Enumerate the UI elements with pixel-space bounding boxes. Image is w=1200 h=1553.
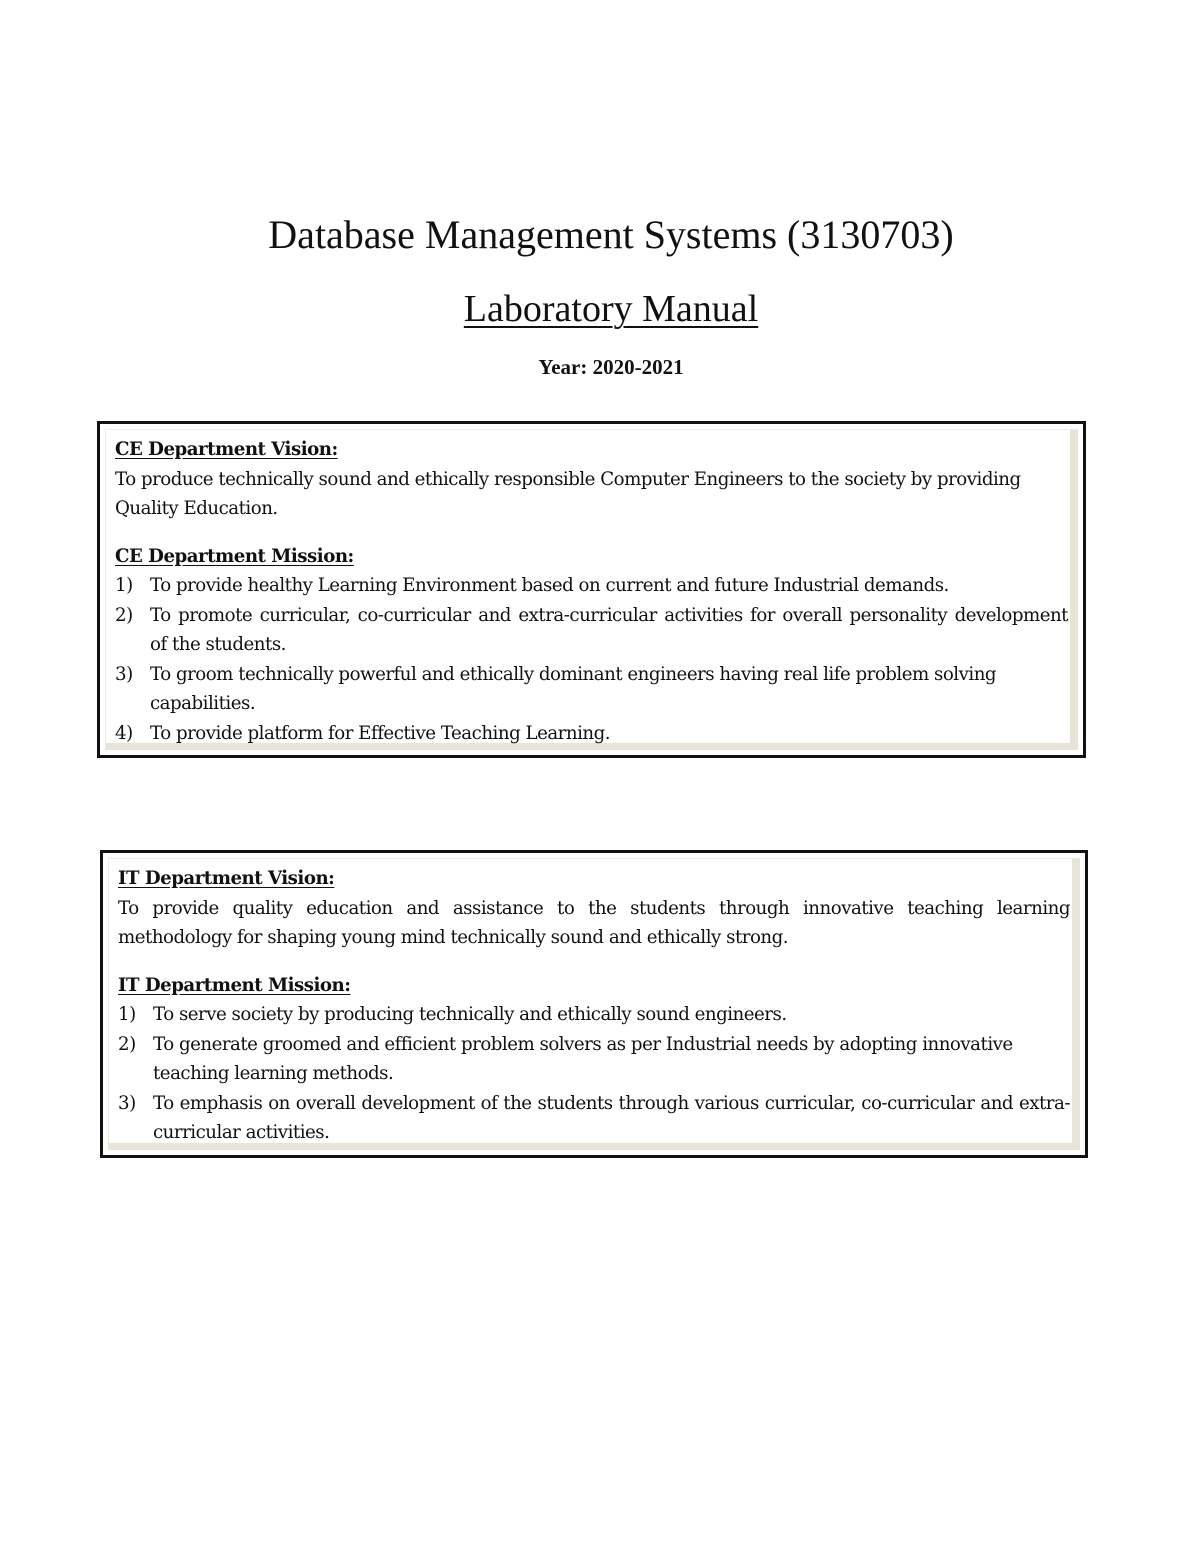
ce-vision-text: To produce technically sound and ethically responsible Computer Engineers to the society by providing Quality Education.: [115, 468, 1021, 519]
list-item: [115, 601, 1068, 660]
list-item-text: To provide healthy Learning Environment based on current and future Industrial demands.: [150, 575, 949, 596]
document-subtitle: Laboratory Manual: [463, 288, 759, 330]
it-department-box-inner: [108, 858, 1080, 1150]
list-item-text: To promote curricular, co-curricular and extra-curricular activities for overall personality development of the students.: [150, 604, 1068, 655]
list-item-number: 3): [118, 1092, 136, 1114]
list-item-text: To groom technically powerful and ethically dominant engineers having real life problem solving capabilities.: [150, 663, 997, 714]
it-vision-text: To provide quality education and assistance to the students through innovative teaching learning methodology for shaping young mind technically sound and ethically strong.: [118, 897, 1070, 948]
ce-mission-list: [115, 571, 1068, 748]
list-item-number: 4): [115, 722, 133, 744]
list-item: [115, 571, 1068, 601]
document-title: Database Management Systems (3130703): [268, 212, 954, 257]
list-item: [118, 1030, 1070, 1089]
list-item: [118, 1000, 1070, 1030]
list-item-number: 2): [118, 1033, 136, 1055]
it-department-box: [100, 850, 1088, 1158]
list-item-text: To provide platform for Effective Teaching Learning.: [150, 722, 611, 744]
ce-vision-heading: CE Department Vision:: [115, 439, 338, 460]
list-item: [115, 719, 1068, 749]
ce-department-box: [97, 421, 1086, 758]
list-item-text: To serve society by producing technically and ethically sound engineers.: [153, 1004, 787, 1025]
ce-department-box-inner: [105, 429, 1078, 750]
it-mission-heading: IT Department Mission:: [118, 974, 351, 996]
list-item-text: To generate groomed and efficient problem solvers as per Industrial needs by adopting innovative teaching learning methods.: [153, 1033, 1013, 1084]
list-item: [115, 660, 1068, 719]
list-item-number: 3): [115, 663, 133, 685]
academic-year: Year: 2020-2021: [538, 355, 684, 379]
list-item: [118, 1089, 1070, 1148]
spacer: [118, 953, 1070, 971]
it-mission-list: [118, 1000, 1070, 1148]
list-item-number: 2): [115, 604, 133, 626]
list-item-number: 1): [118, 1004, 136, 1025]
spacer: [115, 524, 1068, 542]
ce-mission-heading: CE Department Mission:: [115, 545, 354, 567]
list-item-number: 1): [115, 575, 133, 596]
list-item-text: To emphasis on overall development of the students through various curricular, co-curricular and extra-curricular activities.: [153, 1092, 1070, 1143]
it-vision-heading: IT Department Vision:: [118, 868, 335, 889]
